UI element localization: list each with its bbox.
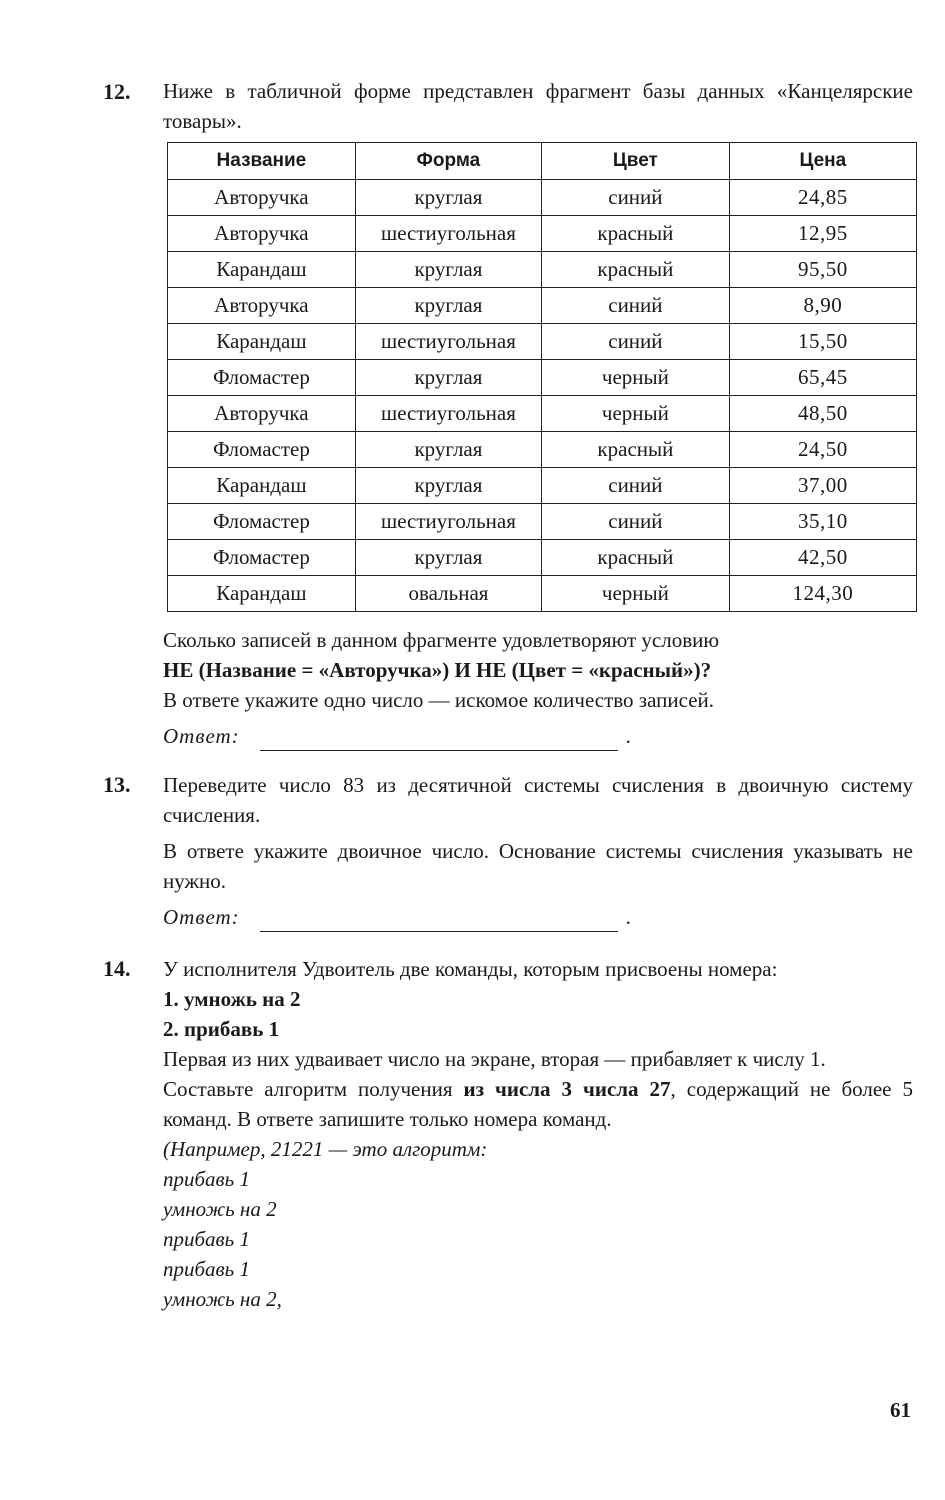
- table-cell: круглая: [355, 252, 541, 288]
- table-cell: 24,50: [729, 432, 916, 468]
- statement-prefix: Составьте алгоритм получения: [163, 1077, 464, 1101]
- table-cell: 8,90: [729, 288, 916, 324]
- instruction-text: В ответе укажите одно число — искомое количество записей.: [163, 688, 715, 712]
- table-cell: круглая: [355, 180, 541, 216]
- answer-label: Ответ:: [163, 724, 240, 748]
- table-row: [168, 252, 917, 288]
- table-cell: 124,30: [729, 576, 916, 612]
- task-number: 13.: [103, 772, 131, 797]
- task-statement: [163, 1074, 913, 1134]
- page-number: 61: [890, 1398, 911, 1422]
- example-step: умножь на 2: [163, 1197, 277, 1221]
- table-cell: круглая: [355, 288, 541, 324]
- table-cell: шестиугольная: [355, 504, 541, 540]
- task-number: 14.: [103, 956, 131, 981]
- column-header: Форма: [355, 143, 541, 180]
- table-cell: Карандаш: [168, 252, 356, 288]
- table-row: [168, 504, 917, 540]
- table-cell: Фломастер: [168, 540, 356, 576]
- table-cell: 42,50: [729, 540, 916, 576]
- description-text: Первая из них удваивает число на экране, вторая — прибавляет к числу 1.: [163, 1047, 826, 1071]
- table-cell: синий: [542, 324, 730, 360]
- task-intro: [163, 76, 913, 136]
- table-cell: черный: [542, 396, 730, 432]
- example-steps: [163, 1164, 913, 1314]
- table-cell: 48,50: [729, 396, 916, 432]
- question-text: Сколько записей в данном фрагменте удовлетворяют условию: [163, 628, 720, 652]
- answer-line: [163, 721, 913, 751]
- table-cell: Фломастер: [168, 432, 356, 468]
- condition-text: НЕ (Название = «Авторучка») И НЕ (Цвет = «красный»)?: [163, 658, 712, 682]
- table-cell: круглая: [355, 360, 541, 396]
- table-cell: синий: [542, 468, 730, 504]
- instruction-text: В ответе укажите двоичное число. Основание системы счисления указывать не нужно.: [163, 839, 913, 893]
- table-row: [168, 540, 917, 576]
- table-cell: круглая: [355, 540, 541, 576]
- table-cell: 12,95: [729, 216, 916, 252]
- task-number: 12.: [103, 79, 131, 104]
- statement-bold: из числа 3 числа 27: [463, 1077, 671, 1101]
- table-cell: черный: [542, 360, 730, 396]
- table-cell: 15,50: [729, 324, 916, 360]
- table-cell: красный: [542, 252, 730, 288]
- task-text: У исполнителя Удвоитель две команды, которым присвоены номера:: [163, 957, 778, 981]
- table-cell: красный: [542, 432, 730, 468]
- answer-field[interactable]: [260, 728, 618, 751]
- table-row: [168, 288, 917, 324]
- statement-suffix: , содержащий не более 5 команд. В ответе запишите только номера команд.: [163, 1077, 913, 1131]
- table-row: [168, 396, 917, 432]
- table-row: [168, 324, 917, 360]
- table-cell: синий: [542, 180, 730, 216]
- table-cell: красный: [542, 540, 730, 576]
- table-row: [168, 180, 917, 216]
- table-cell: Авторучка: [168, 216, 356, 252]
- table-cell: 95,50: [729, 252, 916, 288]
- command-2: 2. прибавь 1: [163, 1017, 280, 1041]
- table-cell: синий: [542, 504, 730, 540]
- table-cell: 37,00: [729, 468, 916, 504]
- table-header-row: [168, 143, 917, 180]
- table-cell: Авторучка: [168, 180, 356, 216]
- table-cell: овальная: [355, 576, 541, 612]
- answer-line: [163, 902, 913, 932]
- command-1: 1. умножь на 2: [163, 987, 301, 1011]
- table-cell: Фломастер: [168, 504, 356, 540]
- task-question: [163, 625, 913, 751]
- table-cell: черный: [542, 576, 730, 612]
- example-step: умножь на 2,: [163, 1287, 282, 1311]
- database-table: [167, 142, 917, 612]
- example-intro: (Например, 21221 — это алгоритм:: [163, 1137, 488, 1161]
- table-cell: шестиугольная: [355, 396, 541, 432]
- answer-period: .: [625, 905, 631, 929]
- task-body: [163, 954, 913, 1314]
- table-cell: Фломастер: [168, 360, 356, 396]
- column-header: Цена: [729, 143, 916, 180]
- table-cell: 65,45: [729, 360, 916, 396]
- table-cell: синий: [542, 288, 730, 324]
- table-cell: 24,85: [729, 180, 916, 216]
- table-cell: Карандаш: [168, 324, 356, 360]
- table-cell: шестиугольная: [355, 216, 541, 252]
- table-cell: красный: [542, 216, 730, 252]
- task-body: [163, 770, 913, 932]
- example-step: прибавь 1: [163, 1257, 250, 1281]
- table-row: [168, 432, 917, 468]
- table-row: [168, 576, 917, 612]
- example-step: прибавь 1: [163, 1227, 250, 1251]
- task-intro-text: Ниже в табличной форме представлен фрагмент базы данных «Канцелярские товары».: [163, 79, 913, 133]
- column-header: Цвет: [542, 143, 730, 180]
- table-cell: Карандаш: [168, 576, 356, 612]
- table-cell: 35,10: [729, 504, 916, 540]
- table-cell: шестиугольная: [355, 324, 541, 360]
- answer-period: .: [625, 724, 631, 748]
- answer-field[interactable]: [260, 909, 618, 932]
- table-row: [168, 216, 917, 252]
- answer-label: Ответ:: [163, 905, 240, 929]
- table-cell: Авторучка: [168, 288, 356, 324]
- task-text: Переведите число 83 из десятичной системы счисления в двоичную систему счисления.: [163, 773, 913, 827]
- table-cell: круглая: [355, 432, 541, 468]
- table-cell: Авторучка: [168, 396, 356, 432]
- example-step: прибавь 1: [163, 1167, 250, 1191]
- table-body: [168, 180, 917, 612]
- table-cell: Карандаш: [168, 468, 356, 504]
- column-header: Название: [168, 143, 356, 180]
- table-row: [168, 468, 917, 504]
- table-cell: круглая: [355, 468, 541, 504]
- table-row: [168, 360, 917, 396]
